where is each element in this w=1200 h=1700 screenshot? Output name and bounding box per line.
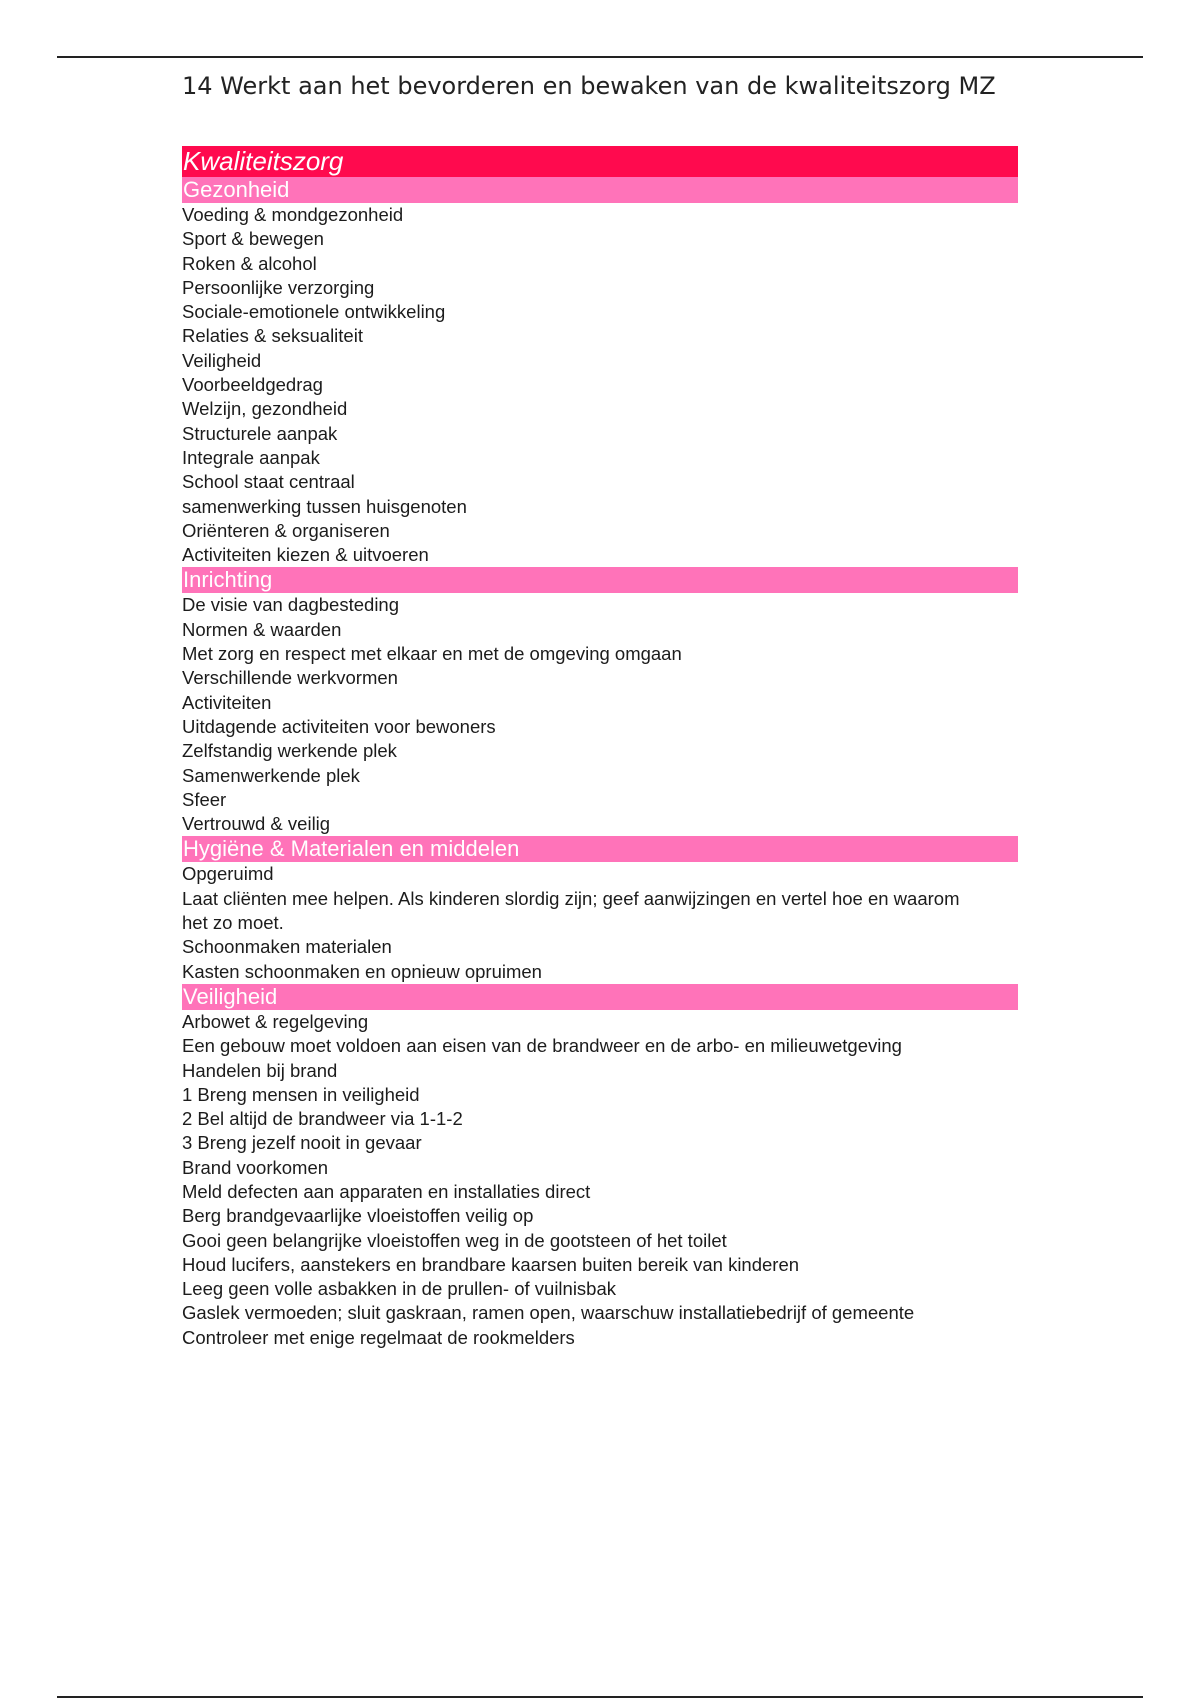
section-header: Inrichting [182, 567, 1018, 593]
list-item: Een gebouw moet voldoen aan eisen van de brandweer en de arbo- en milieuwetgeving [182, 1035, 902, 1057]
list-item: Sfeer [182, 788, 227, 810]
list-item: Activiteiten [182, 691, 272, 713]
list-item: Leeg geen volle asbakken in de prullen- of vuilnisbak [182, 1278, 617, 1300]
list-item: Berg brandgevaarlijke vloeistoffen veilig op [182, 1205, 534, 1227]
list-item: Gooi geen belangrijke vloeistoffen weg in de gootsteen of het toilet [182, 1229, 727, 1251]
list-item: Schoonmaken materialen [182, 936, 392, 958]
list-item: Zelfstandig werkende plek [182, 740, 397, 762]
list-item: Arbowet & regelgeving [182, 1010, 369, 1032]
list-item: Opgeruimd [182, 863, 274, 885]
list-item: De visie van dagbesteding [182, 594, 400, 616]
list-item: Gaslek vermoeden; sluit gaskraan, ramen open, waarschuw installatiebedrijf of gemeente [182, 1302, 915, 1324]
list-item: 1 Breng mensen in veiligheid [182, 1083, 420, 1105]
list-item: Verschillende werkvormen [182, 667, 398, 689]
list-item: Relaties & seksualiteit [182, 325, 363, 347]
page-bottom-rule [57, 1696, 1143, 1698]
list-item: Meld defecten aan apparaten en installaties direct [182, 1180, 591, 1202]
list-item: Integrale aanpak [182, 446, 320, 468]
list-item: Normen & waarden [182, 618, 342, 640]
section-header: Veiligheid [182, 984, 1018, 1010]
main-header: Kwaliteitszorg [182, 146, 1018, 177]
section-header: Gezonheid [182, 177, 1018, 203]
list-item: Kasten schoonmaken en opnieuw opruimen [182, 960, 542, 982]
list-item: Samenwerkende plek [182, 764, 360, 786]
list-item: Veiligheid [182, 349, 262, 371]
list-item: Brand voorkomen [182, 1156, 329, 1178]
list-item: 3 Breng jezelf nooit in gevaar [182, 1132, 422, 1154]
list-item: 2 Bel altijd de brandweer via 1-1-2 [182, 1108, 463, 1130]
list-item: Controleer met enige regelmaat de rookmelders [182, 1326, 575, 1348]
list-item: Handelen bij brand [182, 1059, 338, 1081]
list-item: Persoonlijke verzorging [182, 276, 375, 298]
page-top-rule [57, 56, 1143, 58]
list-item: Voorbeeldgedrag [182, 374, 323, 396]
list-item: Vertrouwd & veilig [182, 813, 331, 835]
list-item: Sociale-emotionele ontwikkeling [182, 301, 446, 323]
list-item: Roken & alcohol [182, 252, 317, 274]
document-title: 14 Werkt aan het bevorderen en bewaken van de kwaliteitszorg MZ [182, 72, 996, 100]
list-item: Laat cliënten mee helpen. Als kinderen slordig zijn; geef aanwijzingen en vertel hoe en waarom het zo moet. [182, 887, 960, 934]
list-item: Voeding & mondgezonheid [182, 204, 404, 225]
list-item: Met zorg en respect met elkaar en met de omgeving omgaan [182, 643, 682, 665]
list-item: Activiteiten kiezen & uitvoeren [182, 544, 429, 566]
list-item: Houd lucifers, aanstekers en brandbare kaarsen buiten bereik van kinderen [182, 1253, 800, 1275]
list-item: Oriënteren & organiseren [182, 519, 390, 541]
section-header: Hygiëne & Materialen en middelen [182, 836, 1018, 862]
list-item: Uitdagende activiteiten voor bewoners [182, 715, 496, 737]
list-item: Welzijn, gezondheid [182, 398, 348, 420]
quality-care-table [182, 146, 1018, 1350]
sections-container [182, 177, 1018, 1350]
list-item: samenwerking tussen huisgenoten [182, 495, 467, 517]
list-item: School staat centraal [182, 471, 355, 493]
list-item: Structurele aanpak [182, 422, 338, 444]
list-item: Sport & bewegen [182, 228, 324, 250]
